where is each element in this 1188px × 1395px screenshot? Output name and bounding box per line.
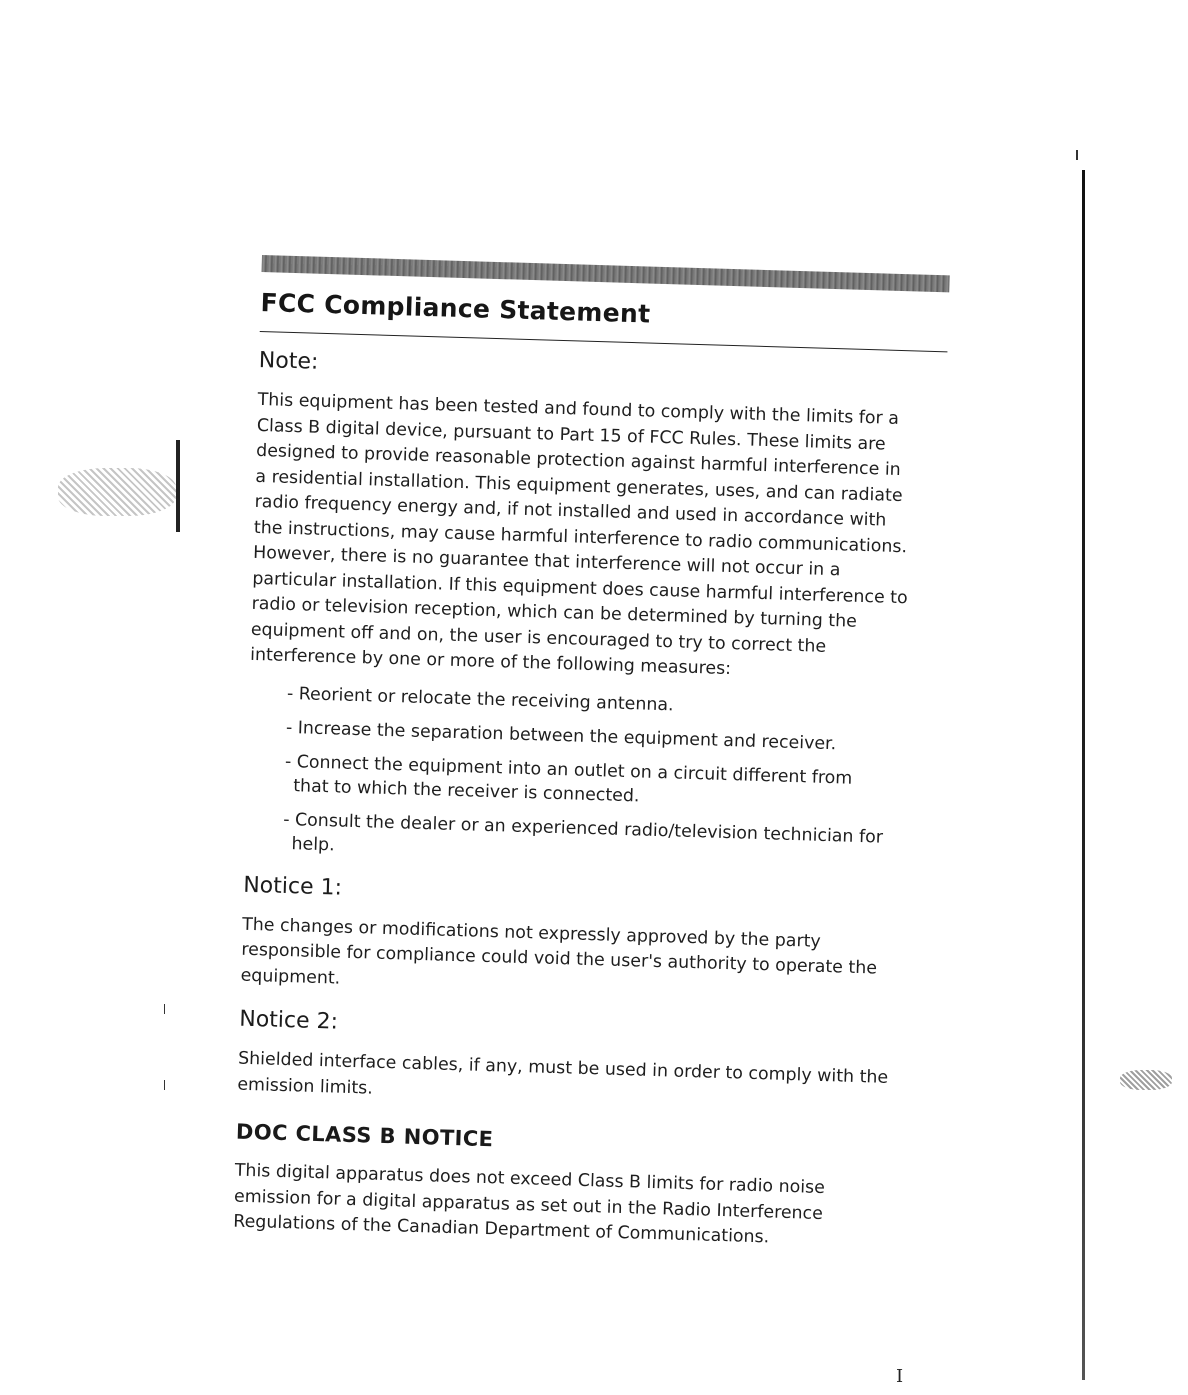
scan-edge-mark	[176, 440, 180, 532]
list-item: - Increase the separation between the equipment and receiver.	[285, 717, 837, 754]
page-number: I	[896, 1366, 904, 1387]
header-band	[261, 255, 949, 292]
doc-notice-heading: DOC CLASS B NOTICE	[235, 1119, 494, 1152]
scan-tick-mark	[164, 1004, 165, 1014]
measures-list	[282, 681, 887, 873]
notice1-heading: Notice 1:	[242, 872, 343, 901]
note-paragraph: This equipment has been tested and found to comply with the limits for a Class B digital device, pursuant to Part 15 of FCC Rules. These limits are designed to provide reasonable protection against harmful interference in a residential installation. This equipment generates, uses, and can radiate radio frequency energy and, if not installed and used in accordance with the instructions, may cause harmful interference to radio communications. However, there is no guarantee that interference will not occur in a particular installation. If this equipment does cause harmful interference to radio or television reception, which can be determined by turning the equipment off and on, the user is encouraged to try to correct the interference by one or more of the following measures:	[249, 389, 908, 680]
notice2-paragraph: Shielded interface cables, if any, must be used in order to comply with the emission limits.	[237, 1048, 889, 1099]
scan-tick-mark	[1076, 150, 1078, 160]
scan-tick-mark	[164, 1080, 165, 1090]
list-item: - Consult the dealer or an experienced radio/television technician for help.	[282, 809, 884, 855]
scan-smudge-right	[1120, 1070, 1172, 1090]
doc-notice-paragraph: This digital apparatus does not exceed Class B limits for radio noise emission for a digital apparatus as set out in the Radio Interference Regulations of the Canadian Department of Communications.	[233, 1160, 826, 1248]
note-heading: Note:	[258, 347, 319, 375]
list-item: - Reorient or relocate the receiving antenna.	[286, 683, 674, 715]
page-title: FCC Compliance Statement	[260, 287, 651, 329]
binding-edge-line	[1082, 170, 1085, 1380]
document-body	[233, 255, 952, 1256]
notice2-heading: Notice 2:	[238, 1006, 339, 1035]
scan-smudge-left	[58, 468, 176, 516]
notice1-paragraph: The changes or modifications not expressly approved by the party responsible for compliance could void the user's authority to operate the equipment.	[240, 914, 878, 989]
list-item: - Connect the equipment into an outlet on a circuit different from that to which the receiver is connected.	[284, 751, 853, 806]
